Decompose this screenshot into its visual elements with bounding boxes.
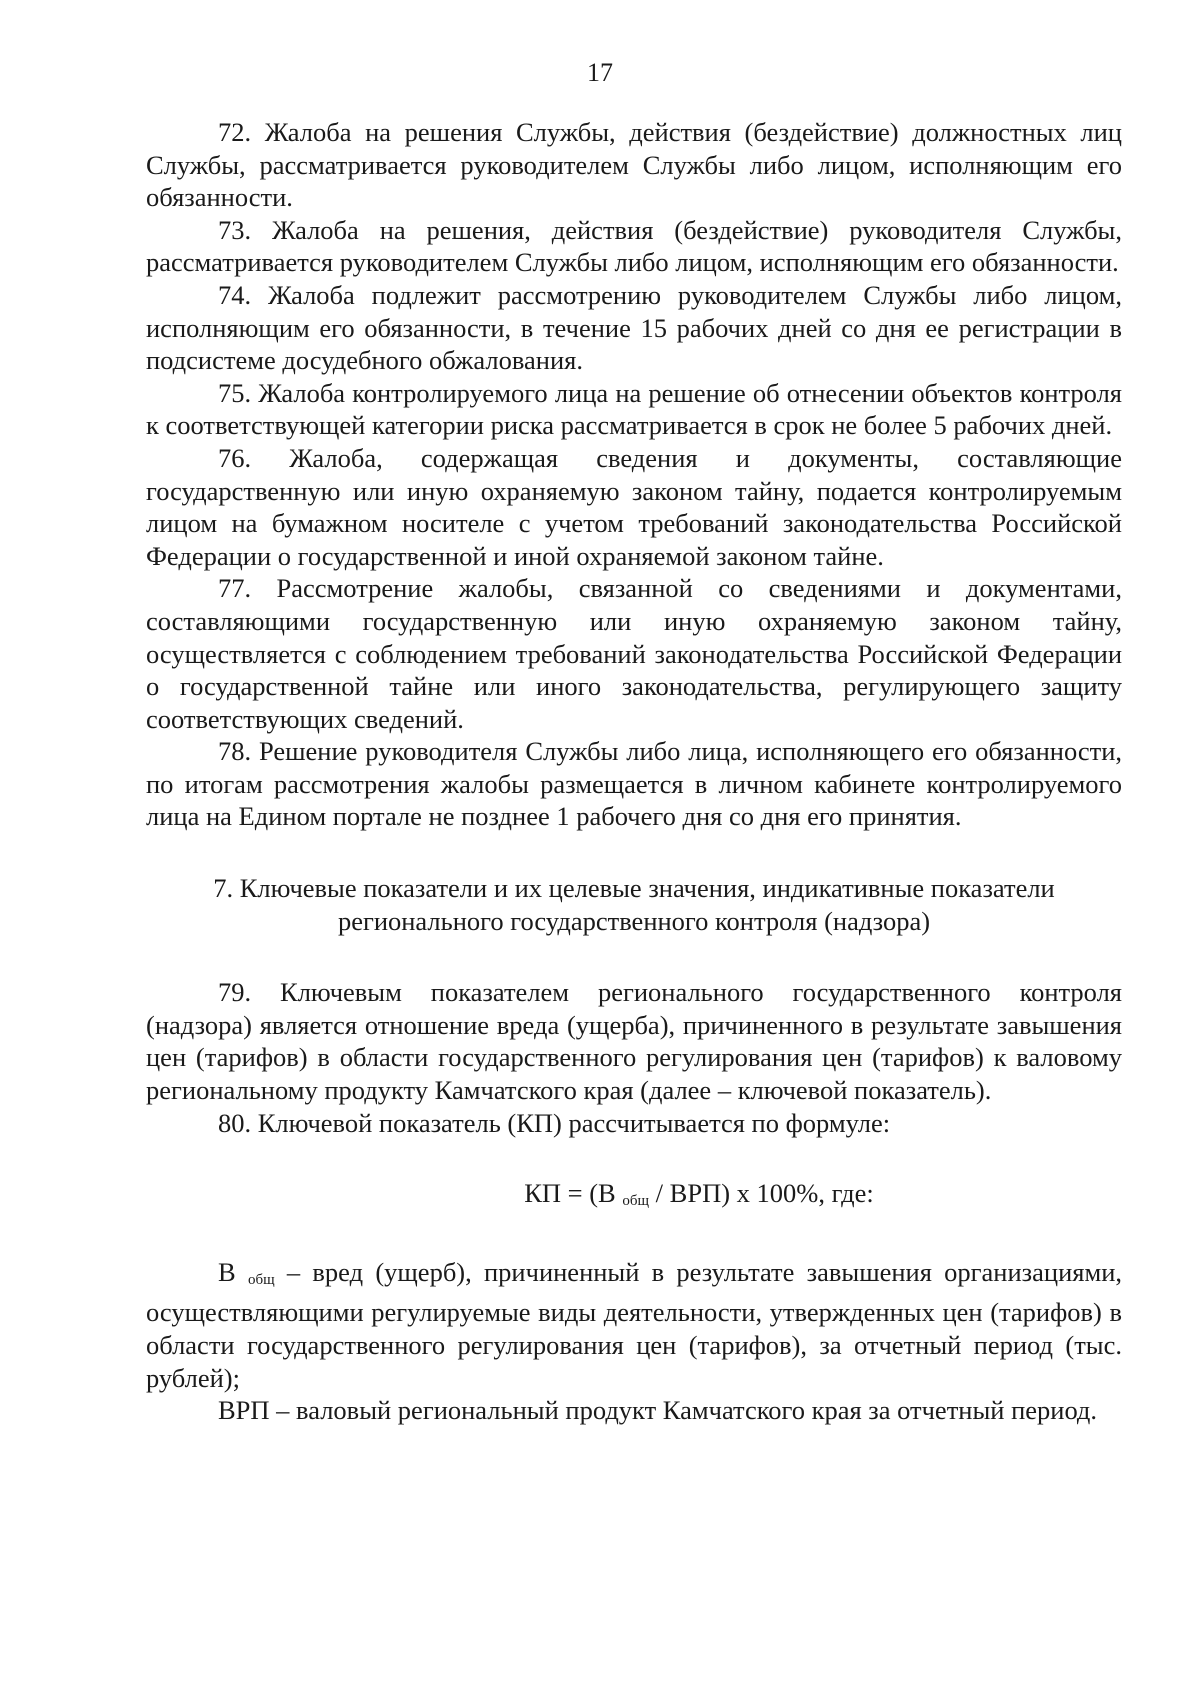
- v-obsh-subscript: общ: [247, 1271, 275, 1288]
- v-obsh-symbol: В: [218, 1256, 236, 1287]
- spacer: [146, 1218, 1122, 1256]
- formula-prefix: КП = (В: [524, 1178, 616, 1209]
- kp-formula: [146, 1177, 1122, 1218]
- paragraph-77: 77. Рассмотрение жалобы, связанной со сведениями и документами, составляющими государственную или иную охраняемую законом тайну, осуществляется с соблюдением требований законодательства Российской Федерации о государственной тайне или иного законодательства, регулирующего защиту соответствующих сведений.: [146, 573, 1122, 734]
- formula-suffix: / ВРП) х 100%, где:: [655, 1178, 874, 1209]
- spacer: [146, 937, 1122, 976]
- paragraph-76: 76. Жалоба, содержащая сведения и документы, составляющие государственную или иную охраняемую законом тайну, подается контролируемым лицом на бумажном носителе с учетом требований законодательства Российской Федерации о государственной и иной охраняемой законом тайне.: [146, 442, 1122, 571]
- paragraph-80: 80. Ключевой показатель (КП) рассчитывается по формуле:: [218, 1107, 891, 1138]
- paragraph-75: 75. Жалоба контролируемого лица на решение об отнесении объектов контроля к соответствующей категории риска рассматривается в срок не более 5 рабочих дней.: [146, 377, 1122, 441]
- document-body: [146, 116, 1122, 1427]
- paragraph-73: 73. Жалоба на решения, действия (бездействие) руководителя Службы, рассматривается руководителем Службы либо лицом, исполняющим его обязанности.: [146, 214, 1122, 278]
- definition-vrp: ВРП – валовый региональный продукт Камчатского края за отчетный период.: [218, 1395, 1098, 1426]
- paragraph-74: 74. Жалоба подлежит рассмотрению руководителем Службы либо лицом, исполняющим его обязанности, в течение 15 рабочих дней со дня ее регистрации в подсистеме досудебного обжалования.: [146, 279, 1122, 376]
- paragraph-72: 72. Жалоба на решения Службы, действия (бездействие) должностных лиц Службы, рассматривается руководителем Службы либо лицом, исполняющим его обязанности.: [146, 117, 1122, 213]
- section-heading-line-2: регионального государственного контроля (надзора): [337, 905, 931, 936]
- paragraph-79: 79. Ключевым показателем регионального государственного контроля (надзора) является отношение вреда (ущерба), причиненного в результате завышения цен (тарифов) в области государственного регулирования цен (тарифов) к валовому региональному продукту Камчатского края (далее – ключевой показатель).: [146, 977, 1122, 1106]
- v-obsh-text: – вред (ущерб), причиненный в результате завышения организациями, осуществляющими регулируемые виды деятельности, утвержденных цен (тарифов) в области государственного регулирования цен (тарифов), за отчетный период (тыс. рублей);: [146, 1256, 1123, 1393]
- spacer: [146, 833, 1122, 872]
- formula-subscript: общ: [622, 1193, 650, 1210]
- section-heading-line-1: 7. Ключевые показатели и их целевые значения, индикативные показатели: [213, 873, 1055, 904]
- paragraph-78: 78. Решение руководителя Службы либо лица, исполняющего его обязанности, по итогам рассмотрения жалобы размещается в личном кабинете контролируемого лица на Едином портале не позднее 1 рабочего дня со дня его принятия.: [146, 736, 1122, 832]
- page-number: 17: [587, 58, 613, 87]
- spacer: [146, 1139, 1122, 1177]
- definition-v-obsh: [146, 1256, 1122, 1394]
